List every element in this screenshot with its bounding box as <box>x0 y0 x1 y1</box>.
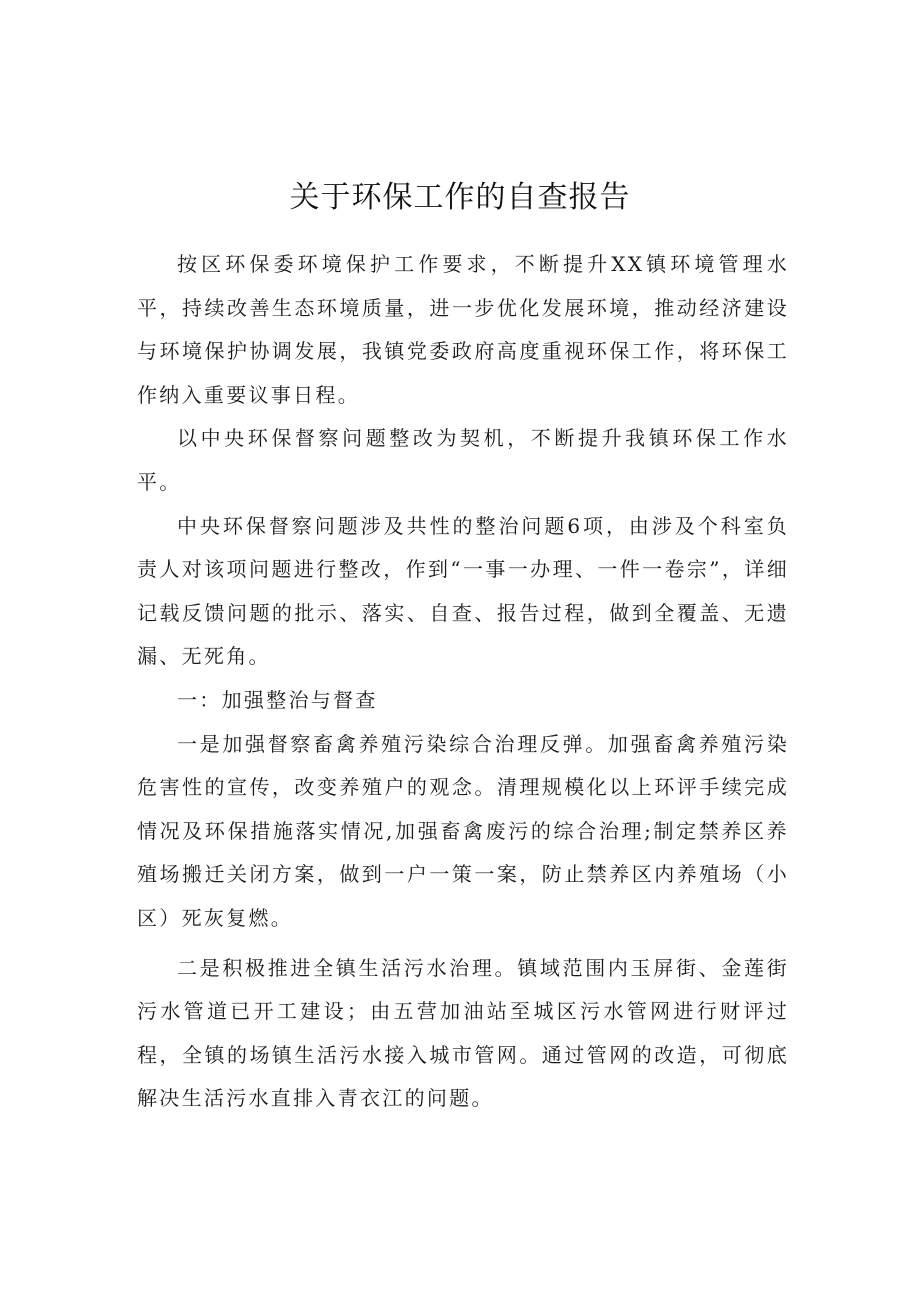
document-body <box>137 243 789 1121</box>
section-heading-1: 一：加强整治与督查 <box>177 687 378 712</box>
paragraph-sewage: 二是积极推进全镇生活污水治理。镇域范围内玉屏街、金莲街污水管道已开工建设；由五营加油站至城区污水管网进行财评过程，全镇的场镇生活污水接入城市管网。通过管网的改造，可彻底解决生活污水直排入青衣江的问题。 <box>137 955 789 1111</box>
paragraph-livestock: 一是加强督察畜禽养殖污染综合治理反弹。加强畜禽养殖污染危害性的宣传，改变养殖户的观念。清理规模化以上环评手续完成情况及环保措施落实情况,加强畜禽废污的综合治理;制定禁养区养殖场搬迁关闭方案，做到一户一策一案，防止禁养区内养殖场（小区）死灰复燃。 <box>137 731 789 930</box>
document-title: 关于环保工作的自查报告 <box>289 180 631 215</box>
paragraph-opportunity: 以中央环保督察问题整改为契机，不断提升我镇环保工作水平。 <box>137 426 789 494</box>
paragraph-issues: 中央环保督察问题涉及共性的整治问题6项，由涉及个科室负责人对该项问题进行整改，作到“一事一办理、一件一卷宗”，详细记载反馈问题的批示、落实、自查、报告过程，做到全覆盖、无遗漏、无死角。 <box>137 513 789 669</box>
paragraph-intro: 按区环保委环境保护工作要求，不断提升XX镇环境管理水平，持续改善生态环境质量，进一步优化发展环境，推动经济建设与环境保护协调发展，我镇党委政府高度重视环保工作，将环保工作纳入重要议事日程。 <box>137 252 789 407</box>
